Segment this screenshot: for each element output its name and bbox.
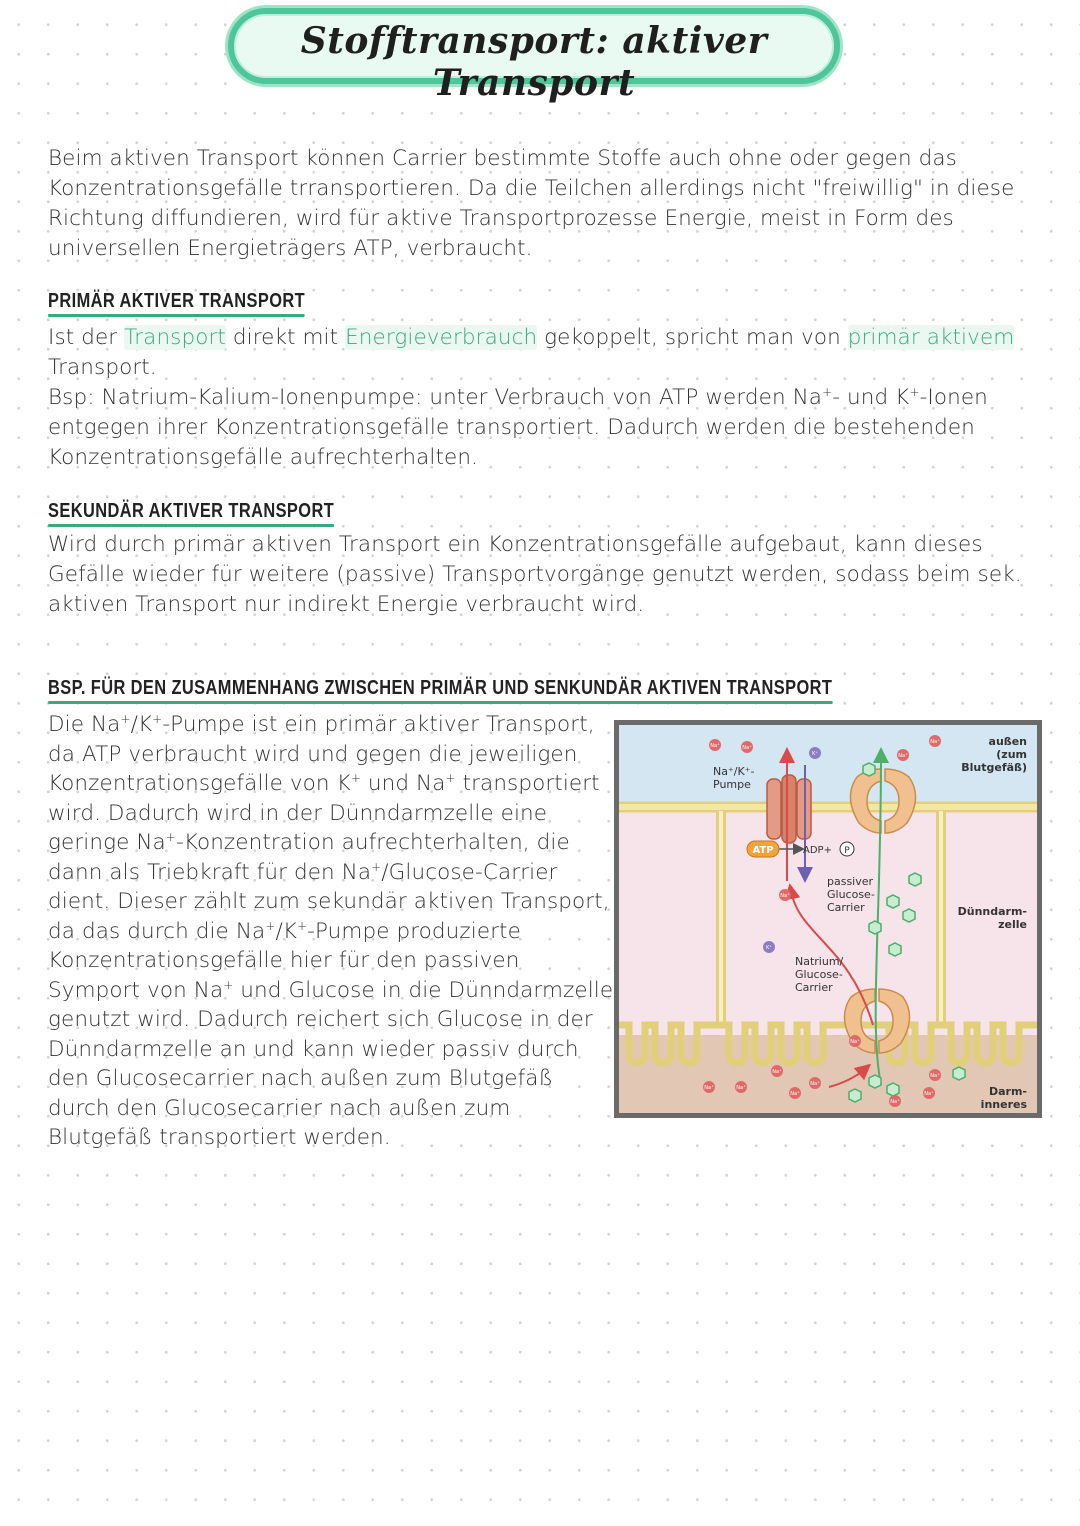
sodium-ion (735, 1081, 747, 1093)
example-line-4: wird. Dadurch wird in der Dünndarmzelle eine (48, 801, 548, 826)
glucose-molecule (909, 873, 921, 886)
example-line-2: da ATP verbraucht wird und gegen die jeweiligen (48, 742, 578, 767)
example-line-13: den Glucosecarrier nach außen zum Blutgefäß (48, 1066, 554, 1091)
example-line-8: da das durch die Na+/K+-Pumpe produzierte (48, 918, 521, 944)
svg-text:Na⁺: Na⁺ (780, 893, 790, 899)
sodium-ion (709, 739, 721, 751)
svg-text:K⁺: K⁺ (812, 751, 818, 757)
primary-bsp-line-3: Konzentrationsgefälle aufrechterhalten. (48, 445, 478, 470)
svg-text:ATP: ATP (752, 845, 774, 856)
glucose-molecule (887, 895, 899, 908)
sodium-ion (741, 741, 753, 753)
glucose-molecule (903, 909, 915, 922)
svg-text:Na⁺: Na⁺ (850, 1039, 860, 1045)
svg-text:Carrier: Carrier (795, 981, 833, 994)
example-line-10: Symport von Na+ und Glucose in die Dünndarmzelle (48, 977, 614, 1003)
primary-line-1: Ist der Transport direkt mit Energieverbrauch gekoppelt, spricht man von primär aktivem (48, 325, 1015, 350)
page-title: Stofftransport: aktiver Transport (300, 20, 768, 104)
svg-text:K⁺: K⁺ (766, 945, 772, 951)
label-cell: Dünndarm- (957, 905, 1027, 918)
svg-text:P: P (844, 846, 850, 856)
glucose-molecule (863, 763, 875, 776)
glucose-molecule (887, 1083, 899, 1096)
example-line-5: geringe Na+-Konzentration aufrechterhalten, die (48, 829, 570, 855)
sodium-ion (809, 1077, 821, 1089)
potassium-ion (809, 747, 821, 759)
sodium-ion (771, 1065, 783, 1077)
label-passive-carrier: passiver (827, 875, 874, 888)
glucose-molecule (869, 1075, 881, 1088)
glucose-molecule (849, 1089, 861, 1102)
intro-line-2: Konzentrationsgefälle trransportieren. Da die Teilchen allerdings nicht "freiwillig" in diese (48, 176, 1015, 201)
sodium-ion (849, 1035, 861, 1047)
svg-text:zelle: zelle (998, 918, 1027, 931)
sodium-ion (929, 735, 941, 747)
transport-diagram (614, 720, 1042, 1118)
svg-text:Glucose-: Glucose- (795, 968, 843, 981)
label-symport-carrier: Natrium/ (795, 955, 844, 968)
svg-text:Pumpe: Pumpe (713, 778, 751, 791)
highlight-transport: Transport (124, 325, 226, 350)
sodium-ion (789, 1087, 801, 1099)
example-line-1: Die Na+/K+-Pumpe ist ein primär aktiver Transport, (48, 711, 595, 737)
intro-line-1: Beim aktiven Transport können Carrier bestimmte Stoffe auch ohne oder gegen das (48, 146, 957, 171)
example-line-11: genutzt wird. Dadurch reichert sich Glucose in der (48, 1007, 593, 1032)
primary-bsp-line-1: Bsp: Natrium-Kalium-Ionenpumpe: unter Verbrauch von ATP werden Na+- und K+-Ionen (48, 384, 988, 410)
intro-line-4: universellen Energieträgers ATP, verbraucht. (48, 236, 533, 261)
highlight-energieverbrauch: Energieverbrauch (345, 325, 538, 350)
label-outside: außen (988, 735, 1027, 748)
svg-text:(zum: (zum (996, 748, 1027, 761)
svg-text:inneres: inneres (980, 1098, 1027, 1111)
svg-text:Na⁺: Na⁺ (930, 1073, 940, 1079)
adp-label: ADP+ (803, 845, 832, 856)
title-banner (228, 8, 840, 104)
svg-text:Carrier: Carrier (827, 901, 865, 914)
svg-text:Na⁺: Na⁺ (742, 745, 752, 751)
secondary-line-2: Gefälle wieder für weitere (passive) Transportvorgänge genutzt werden, sodass beim sek. (48, 562, 1022, 587)
sodium-ion (779, 889, 791, 901)
svg-text:Blutgefäß): Blutgefäß) (961, 761, 1027, 774)
example-line-9: Konzentrationsgefälle hier für den passiven (48, 948, 520, 973)
label-lumen: Darm- (988, 1085, 1027, 1098)
svg-text:Glucose-: Glucose- (827, 888, 875, 901)
heading-primary: PRIMÄR AKTIVER TRANSPORT (48, 290, 306, 312)
svg-text:Na⁺: Na⁺ (704, 1085, 714, 1091)
svg-text:Na⁺: Na⁺ (890, 1099, 900, 1105)
highlight-primaer-aktivem: primär aktivem (847, 325, 1015, 350)
primary-bsp-line-2: entgegen ihrer Konzentrationsgefälle transportiert. Dadurch werden die bestehenden (48, 415, 975, 440)
potassium-ion (763, 941, 775, 953)
diagram-svg (619, 725, 1037, 1113)
label-pump: Na⁺/K⁺- (713, 765, 755, 778)
intro-line-3: Richtung diffundieren, wird für aktive Transportprozesse Energie, meist in Form des (48, 206, 954, 231)
glucose-molecule (869, 921, 881, 934)
secondary-line-1: Wird durch primär aktiven Transport ein Konzentrationsgefälle aufgebaut, kann dieses (48, 532, 983, 557)
secondary-line-3: aktiven Transport nur indirekt Energie verbraucht wird. (48, 592, 645, 617)
svg-text:Na⁺: Na⁺ (810, 1081, 820, 1087)
cell-region (619, 805, 1037, 1035)
phosphate-badge (840, 842, 854, 856)
sodium-ion (897, 749, 909, 761)
svg-text:Na⁺: Na⁺ (930, 739, 940, 745)
atp-badge (747, 841, 779, 857)
example-line-6: dann als Triebkraft für den Na+/Glucose-Carrier (48, 859, 558, 885)
heading-secondary: SEKUNDÄR AKTIVER TRANSPORT (48, 500, 335, 522)
example-line-3: Konzentrationsgefälle von K+ und Na+ transportiert (48, 770, 600, 796)
example-line-14: durch den Glucosecarrier nach außen zum (48, 1096, 511, 1121)
sodium-ion (703, 1081, 715, 1093)
svg-text:Na⁺: Na⁺ (736, 1085, 746, 1091)
svg-text:Na⁺: Na⁺ (790, 1091, 800, 1097)
svg-text:Na⁺: Na⁺ (772, 1069, 782, 1075)
sodium-ion (923, 1087, 935, 1099)
svg-text:Na⁺: Na⁺ (710, 743, 720, 749)
glucose-molecule (889, 943, 901, 956)
example-line-12: Dünndarmzelle an und kann wieder passiv durch (48, 1037, 579, 1062)
primary-line-2: Transport. (48, 355, 157, 380)
glucose-molecule (953, 1067, 965, 1080)
sodium-ion (929, 1069, 941, 1081)
example-line-7: dient. Dieser zählt zum sekundär aktiven Transport, (48, 889, 610, 914)
svg-text:Na⁺: Na⁺ (924, 1091, 934, 1097)
sodium-ion (889, 1095, 901, 1107)
example-line-15: Blutgefäß transportiert werden. (48, 1125, 391, 1150)
svg-text:Na⁺: Na⁺ (898, 753, 908, 759)
heading-example: BSP. FÜR DEN ZUSAMMENHANG ZWISCHEN PRIMÄR UND SENKUNDÄR AKTIVEN TRANSPORT (48, 677, 833, 699)
